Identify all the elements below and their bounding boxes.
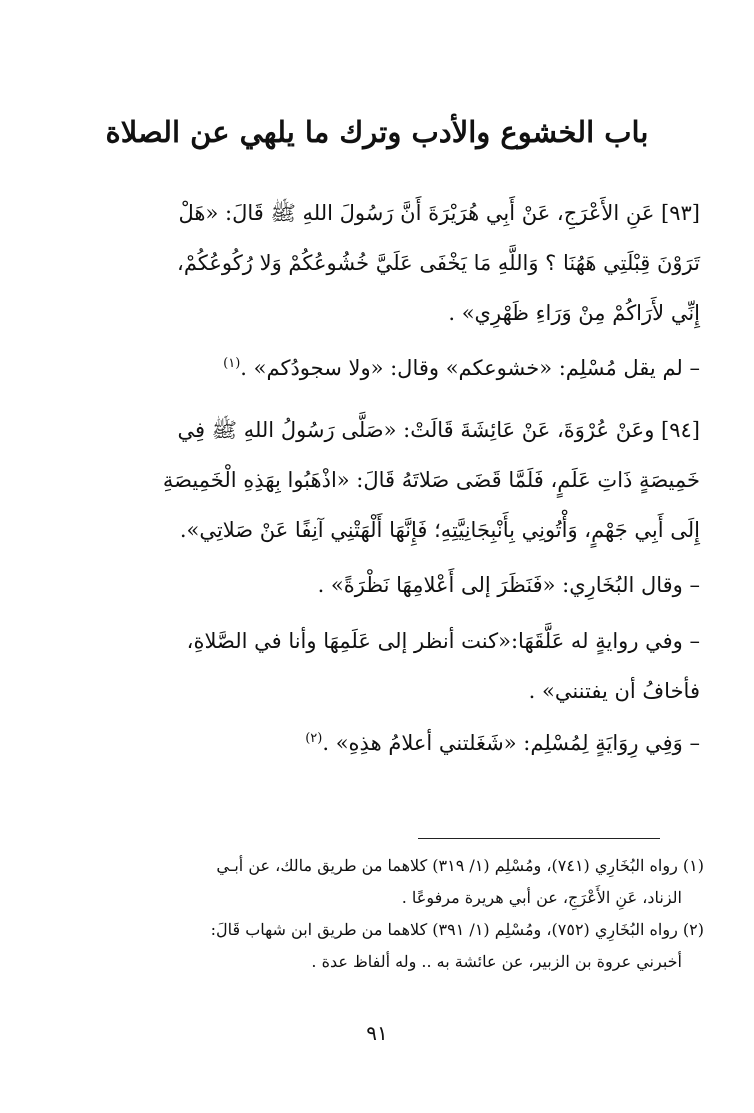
footnote-1-line-2: الزناد، عَنِ الأَعْرَجِ، عن أبي هريرة مرفوعًا .: [401, 888, 682, 907]
chapter-heading: باب الخشوع والأدب وترك ما يلهي عن الصلاة: [105, 115, 649, 149]
footnote-2-line-1: (٢) رواه البُخَارِي (٧٥٢)، ومُسْلِم (١/ ٣٩١) كلاهما من طريق ابن شهاب قَالَ:: [210, 920, 704, 939]
riwaya-note-line-2: فأخافُ أن يفتنني» .: [528, 679, 700, 703]
riwaya-note-line-1: – وفي روايةٍ له عَلَّقَهَا:«كنت أنظر إلى عَلَمِهَا وأنا في الصَّلاةِ،: [186, 629, 700, 653]
hadith-93-line-3: إِنِّي لأَرَاكُمْ مِنْ وَرَاءِ ظَهْرِي» .: [448, 301, 700, 325]
muslim-note: [80, 718, 700, 768]
bukhari-note: [80, 560, 700, 610]
hadith-94-line-1: [٩٤] وعَنْ عُرْوَةَ، عَنْ عَائِشَةَ قَالَتْ: «صَلَّى رَسُولُ اللهِ ﷺ فِي: [177, 418, 700, 442]
footnote-ref-1: (١): [223, 356, 241, 371]
hadith-93-line-2: تَرَوْنَ قِبْلَتِي هَهُنَا ؟ وَاللَّهِ مَا يَخْفَى عَلَيَّ خُشُوعُكُمْ وَلا رُكُوعُكُمْ،: [177, 251, 700, 275]
page-number: ٩١: [366, 1021, 388, 1045]
hadith-94-line-3: إِلَى أَبِي جَهْمٍ، وَأْتُونِي بِأَنْبِجَانِيَّتِهِ؛ فَإِنَّهَا أَلْهَتْنِي آنِفًا عَنْ صَلاتِي».: [179, 518, 700, 542]
footnotes: [52, 850, 704, 978]
footnote-divider: [418, 838, 660, 839]
riwaya-note: [80, 616, 700, 716]
hadith-94: [80, 405, 700, 555]
note-93: [80, 343, 700, 393]
hadith-93-line-1: [٩٣] عَنِ الأَعْرَجِ، عَنْ أَبِي هُرَيْرَةَ أَنَّ رَسُولَ اللهِ ﷺ قَالَ: «هَلْ: [178, 201, 700, 225]
footnote-2-line-2: أخبرني عروة بن الزبير، عن عائشة به .. وله ألفاظ عدة .: [311, 952, 682, 971]
hadith-93: [80, 188, 700, 338]
bukhari-note-text: – وقال البُخَارِي: «فَنَظَرَ إلى أَعْلامِهَا نَظْرَةً» .: [317, 573, 700, 597]
footnote-1-line-1: (١) رواه البُخَارِي (٧٤١)، ومُسْلِم (١/ ٣١٩) كلاهما من طريق مالك، عن أبـي: [216, 856, 704, 875]
muslim-note-text: – وَفِي رِوَايَةٍ لِمُسْلِم: «شَغَلتني أعلامُ هذِهِ» .: [322, 731, 700, 755]
note-93-text: – لم يقل مُسْلِم: «خشوعكم» وقال: «ولا سجودُكم» .: [240, 356, 700, 380]
footnote-ref-2: (٢): [305, 731, 323, 746]
hadith-94-line-2: خَمِيصَةٍ ذَاتِ عَلَمٍ، فَلَمَّا قَضَى صَلاتَهُ قَالَ: «اذْهَبُوا بِهَذِهِ الْخَمِيصَةِ: [162, 468, 700, 492]
